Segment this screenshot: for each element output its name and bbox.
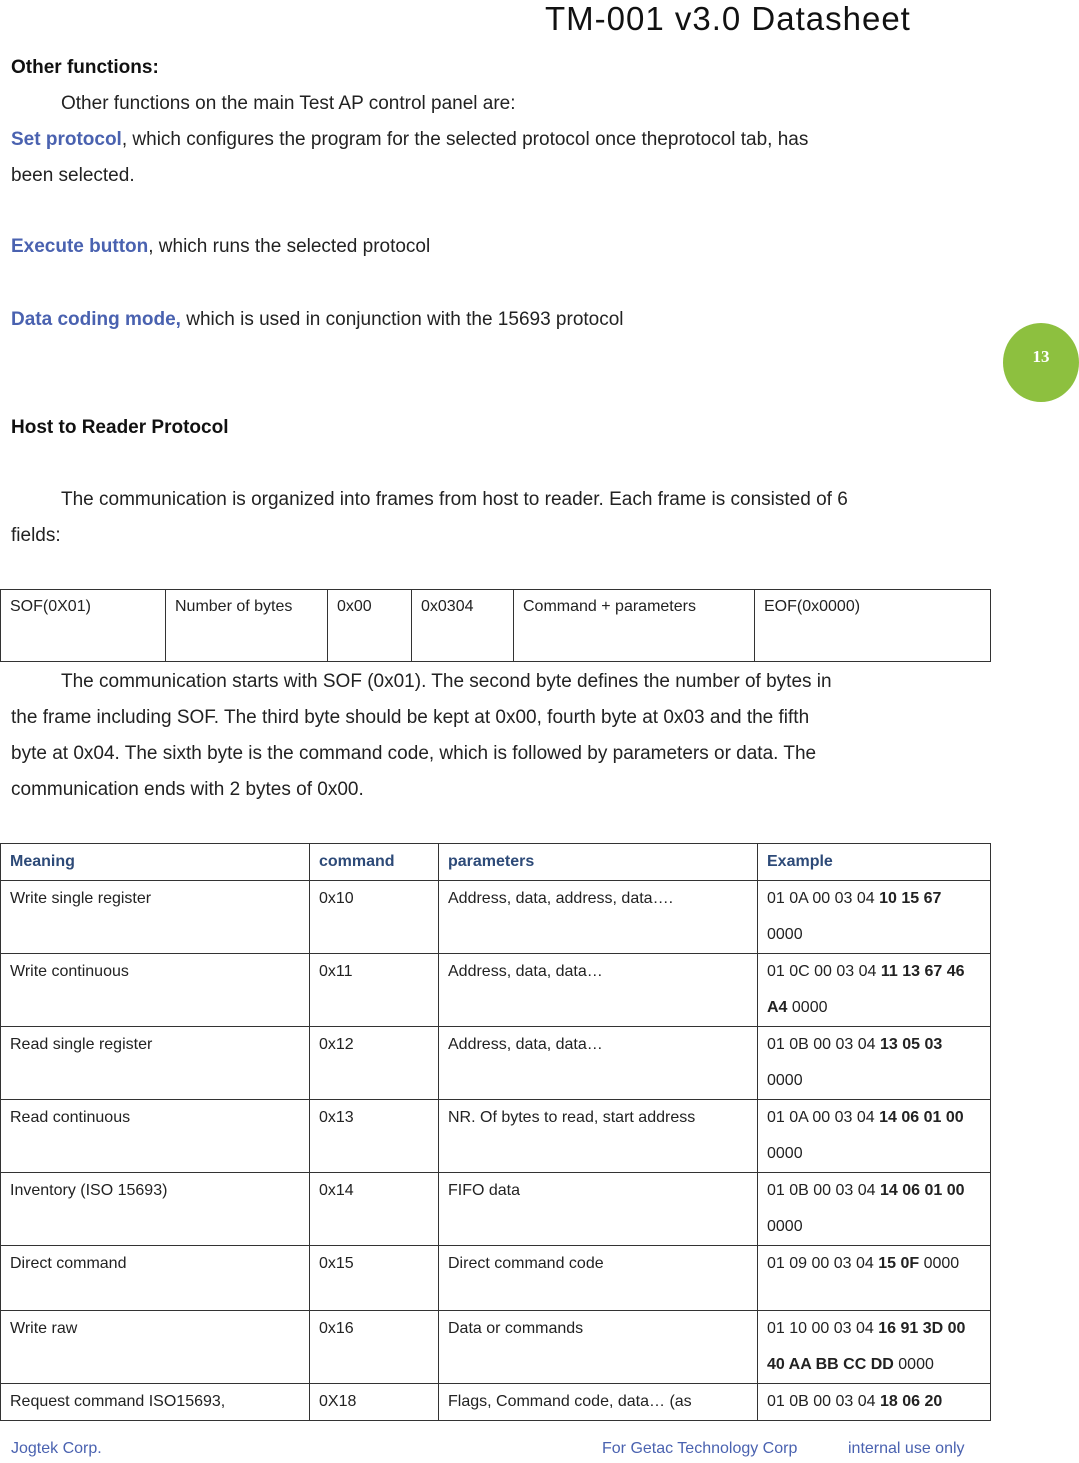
- cell-meaning: Write raw: [1, 1311, 310, 1384]
- set-protocol-line-2: been selected.: [11, 165, 135, 186]
- column-header-meaning: Meaning: [1, 844, 310, 881]
- set-protocol-text: , which configures the program for the selected protocol once theprotocol tab, has: [121, 129, 809, 150]
- frame-field: 0x00: [328, 590, 412, 662]
- data-coding-text: which is used in conjunction with the 15693 protocol: [180, 309, 624, 330]
- footer-company: Jogtek Corp.: [11, 1440, 102, 1457]
- example-bold: 16 91 3D 00 40 AA BB CC DD: [767, 1320, 966, 1373]
- frame-field: SOF(0X01): [1, 590, 166, 662]
- table-row: [1, 1311, 991, 1384]
- document-title: TM-001 v3.0 Datasheet: [545, 0, 911, 37]
- frame-fields-table: [0, 589, 991, 662]
- data-coding-label: Data coding mode,: [11, 309, 181, 330]
- execute-button-text: , which runs the selected protocol: [148, 236, 431, 257]
- cell-command: 0X18: [310, 1384, 439, 1421]
- example-suffix: 0000: [767, 1218, 803, 1235]
- desc-line-2: the frame including SOF. The third byte should be kept at 0x00, fourth byte at 0x03 and the fifth: [11, 707, 810, 728]
- example-prefix: 01 09 00 03 04: [767, 1255, 879, 1272]
- frame-field: Command + parameters: [514, 590, 755, 662]
- example-bold: 14 06 01 00: [879, 1109, 964, 1126]
- column-header-command: command: [310, 844, 439, 881]
- host-protocol-intro-1: The communication is organized into frames from host to reader. Each frame is consisted of 6: [61, 489, 848, 510]
- cell-meaning: Read continuous: [1, 1100, 310, 1173]
- cell-parameters: Data or commands: [439, 1311, 758, 1384]
- table-row: [1, 1173, 991, 1246]
- example-prefix: 01 10 00 03 04: [767, 1320, 879, 1337]
- desc-line-3: byte at 0x04. The sixth byte is the command code, which is followed by parameters or data. The: [11, 743, 817, 764]
- page-number-badge: 13: [1003, 323, 1079, 402]
- command-table: [0, 843, 991, 1421]
- column-header-example: Example: [758, 844, 991, 881]
- example-bold: 15 0F: [878, 1255, 920, 1272]
- cell-example: [758, 1311, 991, 1384]
- cell-parameters: Flags, Command code, data… (as: [439, 1384, 758, 1421]
- cell-example: [758, 954, 991, 1027]
- example-suffix: 0000: [767, 1072, 803, 1089]
- cell-example: [758, 881, 991, 954]
- cell-example: [758, 1246, 991, 1311]
- footer-client: For Getac Technology Corp: [602, 1440, 798, 1457]
- table-row: [1, 1384, 991, 1421]
- example-prefix: 01 0A 00 03 04: [767, 890, 880, 907]
- table-row: [1, 1027, 991, 1100]
- frame-fields-row: [1, 590, 991, 662]
- cell-meaning: Read single register: [1, 1027, 310, 1100]
- table-row: [1, 1100, 991, 1173]
- cell-command: 0x14: [310, 1173, 439, 1246]
- cell-command: 0x16: [310, 1311, 439, 1384]
- host-protocol-intro-2: fields:: [11, 525, 61, 546]
- other-functions-heading: Other functions:: [11, 57, 159, 78]
- example-suffix: 0000: [767, 1145, 803, 1162]
- desc-line-1: The communication starts with SOF (0x01). The second byte defines the number of bytes in: [61, 671, 832, 692]
- cell-parameters: Direct command code: [439, 1246, 758, 1311]
- execute-button-line: [11, 229, 430, 265]
- example-suffix: 0000: [767, 926, 803, 943]
- example-bold: 14 06 01 00: [879, 1182, 965, 1199]
- cell-meaning: Write continuous: [1, 954, 310, 1027]
- frame-field: 0x0304: [412, 590, 514, 662]
- example-prefix: 01 0B 00 03 04: [767, 1036, 880, 1053]
- cell-example: [758, 1173, 991, 1246]
- cell-parameters: FIFO data: [439, 1173, 758, 1246]
- table-row: [1, 1246, 991, 1311]
- execute-button-label: Execute button: [11, 236, 149, 257]
- cell-meaning: Direct command: [1, 1246, 310, 1311]
- footer-confidentiality: internal use only: [848, 1440, 965, 1457]
- other-functions-intro: Other functions on the main Test AP control panel are:: [61, 93, 516, 114]
- column-header-parameters: parameters: [439, 844, 758, 881]
- cell-parameters: NR. Of bytes to read, start address: [439, 1100, 758, 1173]
- example-bold: 13 05 03: [879, 1036, 943, 1053]
- cell-parameters: Address, data, data…: [439, 954, 758, 1027]
- cell-command: 0x12: [310, 1027, 439, 1100]
- frame-field: EOF(0x0000): [755, 590, 991, 662]
- set-protocol-line: [11, 122, 808, 158]
- example-prefix: 01 0A 00 03 04: [767, 1109, 880, 1126]
- set-protocol-label: Set protocol: [11, 129, 122, 150]
- example-bold: 18 06 20: [879, 1393, 943, 1410]
- table-row: [1, 954, 991, 1027]
- frame-field: Number of bytes: [166, 590, 328, 662]
- example-suffix: 0000: [919, 1255, 960, 1272]
- data-coding-line: [11, 302, 624, 338]
- cell-parameters: Address, data, address, data….: [439, 881, 758, 954]
- example-prefix: 01 0B 00 03 04: [767, 1182, 880, 1199]
- example-suffix: 0000: [787, 999, 828, 1016]
- command-table-header: [1, 844, 991, 881]
- cell-meaning: Inventory (ISO 15693): [1, 1173, 310, 1246]
- example-suffix: 0000: [893, 1356, 934, 1373]
- host-protocol-heading: Host to Reader Protocol: [11, 417, 229, 438]
- table-row: [1, 881, 991, 954]
- example-bold: 10 15 67: [879, 890, 942, 907]
- example-prefix: 01 0B 00 03 04: [767, 1393, 880, 1410]
- cell-parameters: Address, data, data…: [439, 1027, 758, 1100]
- example-bold: 11 13 67 46 A4: [767, 963, 965, 1016]
- cell-command: 0x10: [310, 881, 439, 954]
- cell-meaning: Write single register: [1, 881, 310, 954]
- desc-line-4: communication ends with 2 bytes of 0x00.: [11, 779, 364, 800]
- example-prefix: 01 0C 00 03 04: [767, 963, 881, 980]
- cell-command: 0x13: [310, 1100, 439, 1173]
- cell-example: [758, 1384, 991, 1421]
- cell-example: [758, 1027, 991, 1100]
- cell-command: 0x11: [310, 954, 439, 1027]
- cell-meaning: Request command ISO15693,: [1, 1384, 310, 1421]
- cell-example: [758, 1100, 991, 1173]
- cell-command: 0x15: [310, 1246, 439, 1311]
